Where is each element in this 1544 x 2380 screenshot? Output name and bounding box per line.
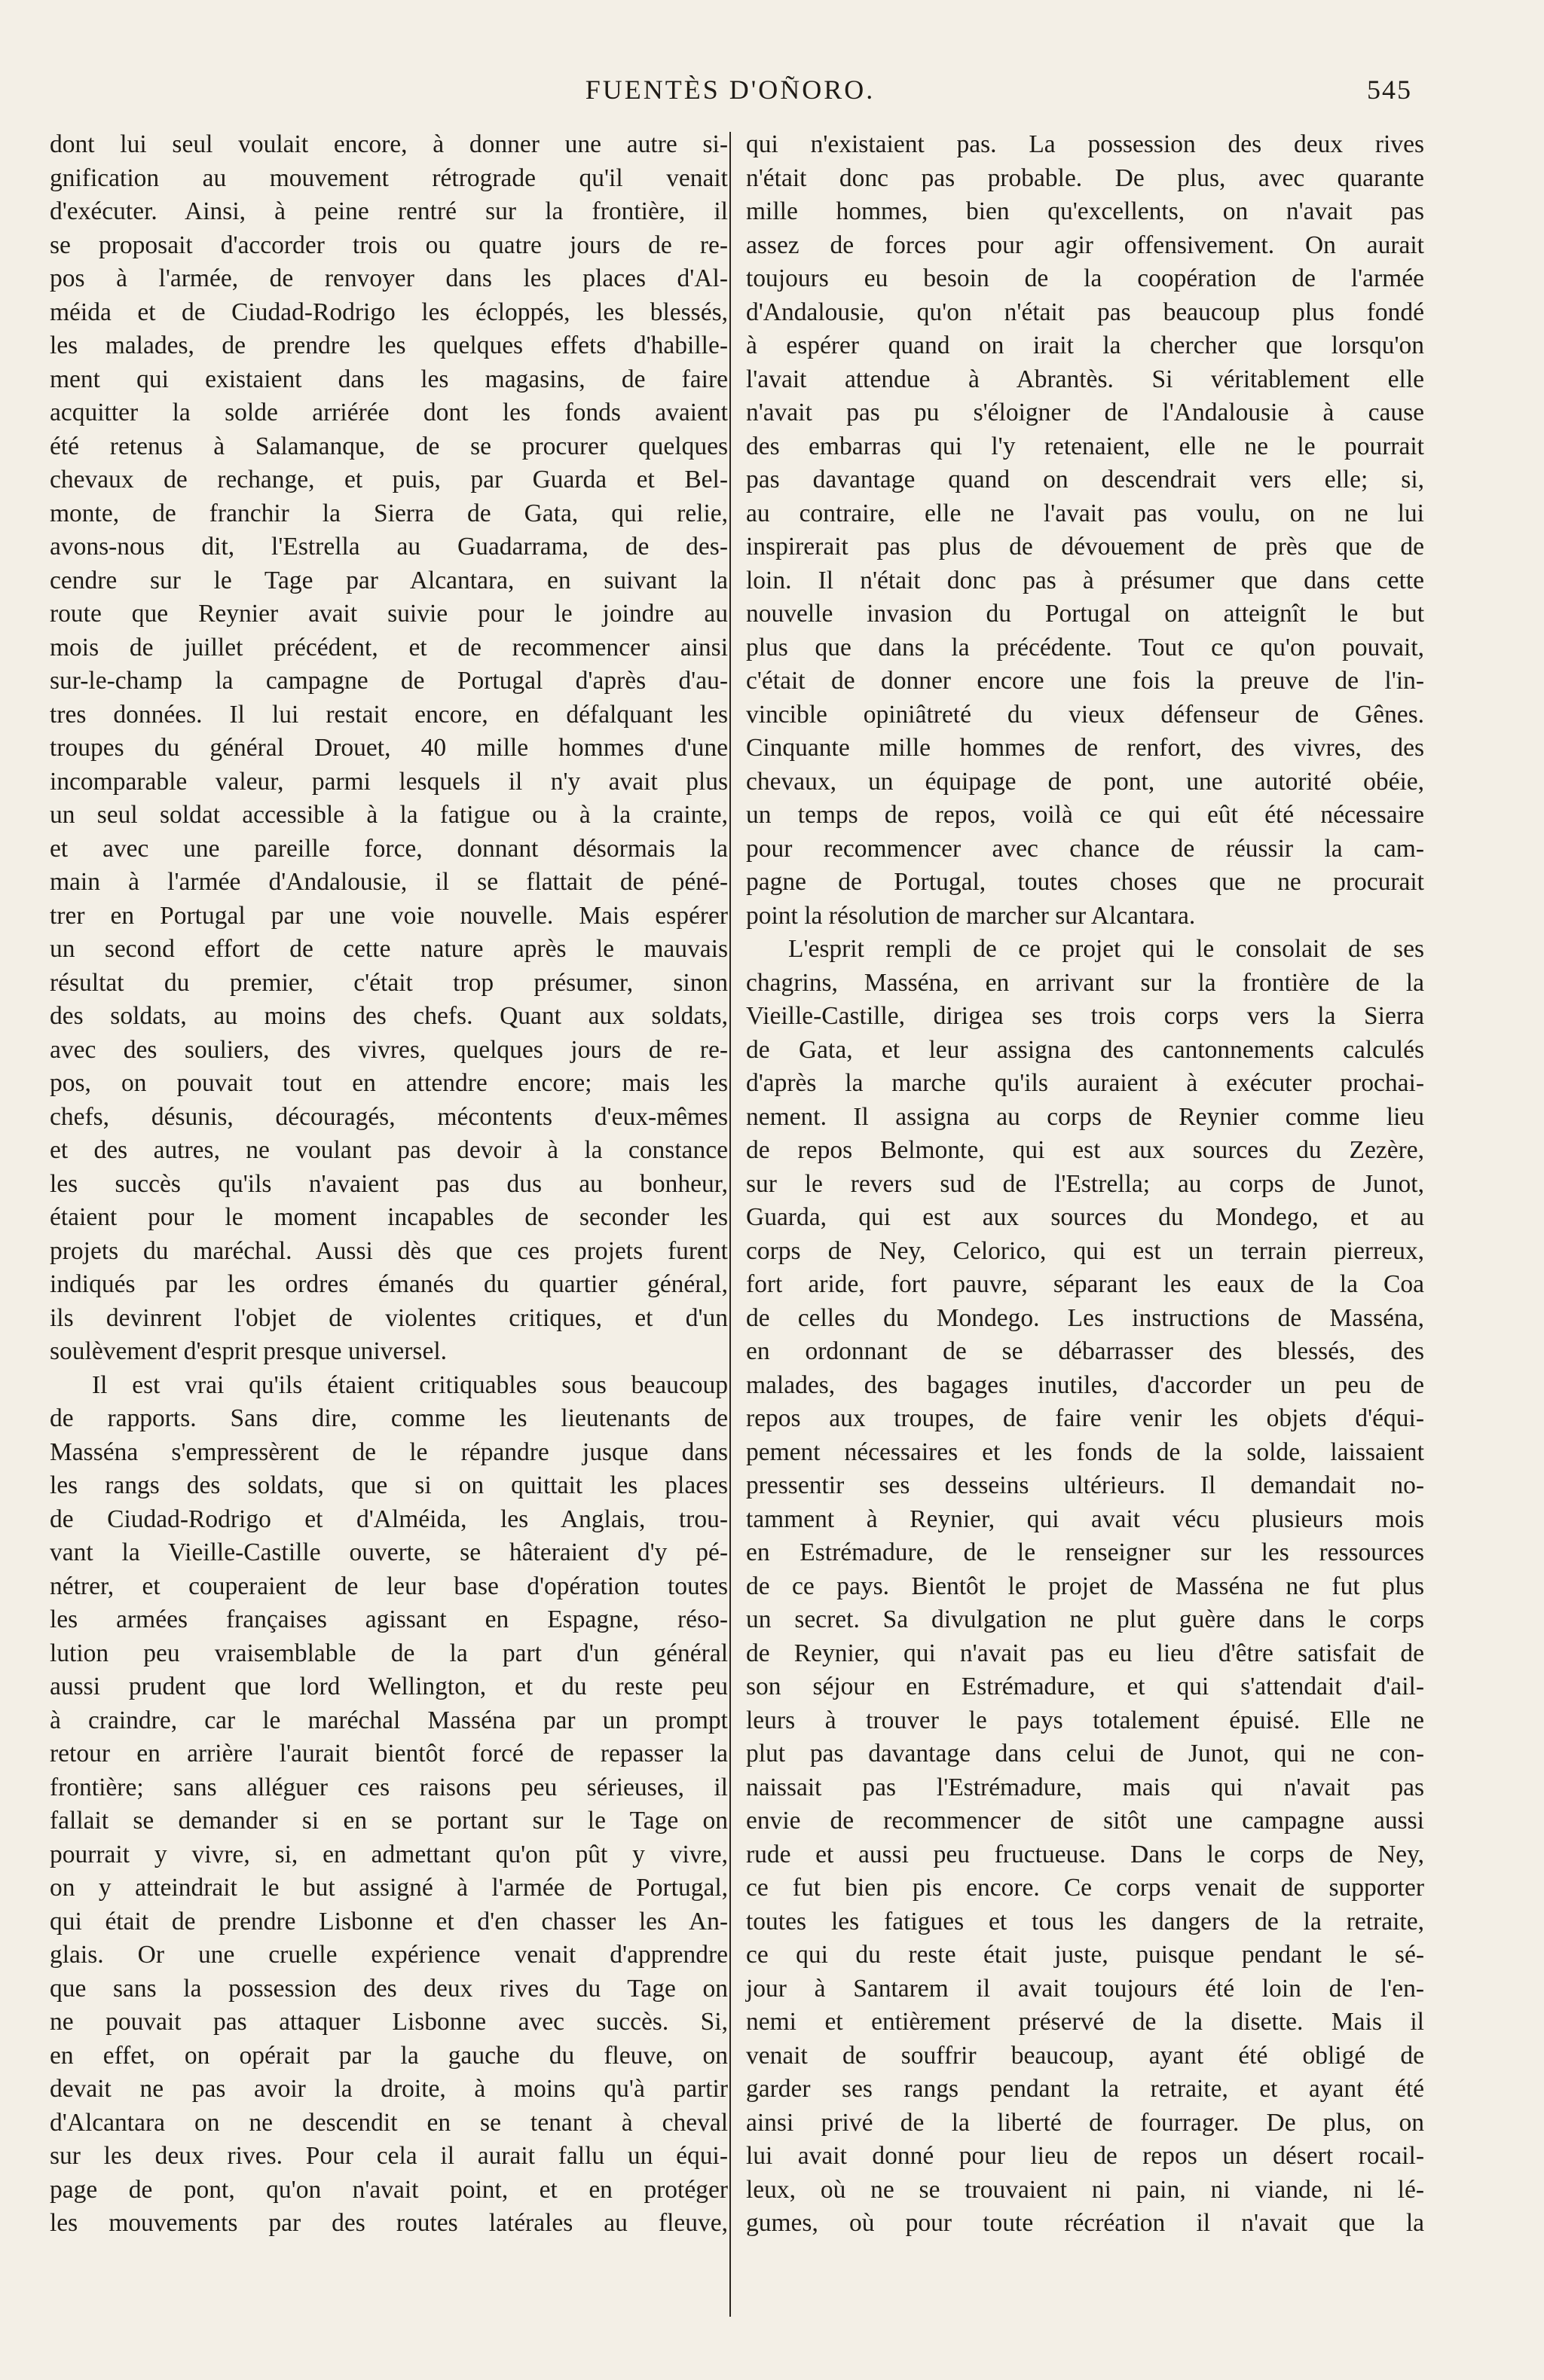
text-line: garder ses rangs pendant la retraite, et ayant été bbox=[746, 2075, 1424, 2103]
text-line: que sans la possession des deux rives du Tage on bbox=[50, 1974, 728, 2003]
text-line: frontière; sans alléguer ces raisons peu sérieuses, il bbox=[50, 1773, 728, 1801]
text-line: en effet, on opérait par la gauche du fleuve, on bbox=[50, 2041, 728, 2070]
text-line: avons-nous dit, l'Estrella au Guadarrama, de des- bbox=[50, 533, 728, 561]
page-header bbox=[48, 74, 1412, 110]
text-line: résultat du premier, c'était trop présumer, sinon bbox=[50, 968, 728, 997]
text-line: dont lui seul voulait encore, à donner une autre si- bbox=[50, 130, 728, 158]
text-line: qui était de prendre Lisbonne et d'en chasser les An- bbox=[50, 1907, 728, 1935]
text-line: les rangs des soldats, que si on quittait les places bbox=[50, 1471, 728, 1499]
text-line: ce fut bien pis encore. Ce corps venait de supporter bbox=[746, 1874, 1424, 1902]
column-divider bbox=[729, 132, 731, 2317]
text-line: de Ciudad-Rodrigo et d'Alméida, les Anglais, trou- bbox=[50, 1505, 728, 1533]
text-line: n'était donc pas probable. De plus, avec quarante bbox=[746, 163, 1424, 192]
text-line: chagrins, Masséna, en arrivant sur la frontière de la bbox=[746, 968, 1424, 997]
text-line: devait ne pas avoir la droite, à moins qu'à partir bbox=[50, 2075, 728, 2103]
text-line: sur le revers sud de l'Estrella; au corps de Junot, bbox=[746, 1169, 1424, 1198]
text-line: et avec une pareille force, donnant désormais la bbox=[50, 834, 728, 863]
text-line: troupes du général Drouet, 40 mille hommes d'une bbox=[50, 734, 728, 762]
text-line: indiqués par les ordres émanés du quartier général, bbox=[50, 1270, 728, 1298]
text-line: n'avait pas pu s'éloigner de l'Andalousie à cause bbox=[746, 399, 1424, 426]
text-line: pement nécessaires et les fonds de la solde, laissaient bbox=[746, 1437, 1424, 1466]
text-line: d'exécuter. Ainsi, à peine rentré sur la frontière, il bbox=[50, 197, 728, 225]
text-line: des soldats, au moins des chefs. Quant aux soldats, bbox=[50, 1002, 728, 1030]
text-line: fallait se demander si en se portant sur le Tage on bbox=[50, 1807, 728, 1835]
text-line: lui avait donné pour lieu de repos un désert rocail- bbox=[746, 2142, 1424, 2170]
text-line: été retenus à Salamanque, de se procurer quelques bbox=[50, 432, 728, 460]
text-line: ment qui existaient dans les magasins, de faire bbox=[50, 365, 728, 393]
text-line: pressentir ses desseins ultérieurs. Il demandait no- bbox=[746, 1471, 1424, 1499]
text-line: avec des souliers, des vivres, quelques jours de re- bbox=[50, 1035, 728, 1064]
text-line: vant la Vieille-Castille ouverte, se hâteraient d'y pé- bbox=[50, 1538, 728, 1566]
text-line: tamment à Reynier, qui avait vécu plusieurs mois bbox=[746, 1505, 1424, 1533]
text-line: chefs, désunis, découragés, mécontents d'eux-mêmes bbox=[50, 1102, 728, 1131]
text-line: étaient pour le moment incapables de seconder les bbox=[50, 1203, 728, 1231]
text-line: leurs à trouver le pays totalement épuisé. Elle ne bbox=[746, 1706, 1424, 1734]
text-line: plus que dans la précédente. Tout ce qu'on pouvait, bbox=[746, 633, 1424, 661]
text-line: chevaux de rechange, et puis, par Guarda et Bel- bbox=[50, 466, 728, 493]
text-line: tres données. Il lui restait encore, en défalquant les bbox=[50, 700, 728, 729]
text-line: les mouvements par des routes latérales au fleuve, bbox=[50, 2209, 728, 2237]
text-line: ce qui du reste était juste, puisque pendant le sé- bbox=[746, 1941, 1424, 1969]
text-line: vincible opiniâtreté du vieux défenseur de Gênes. bbox=[746, 700, 1424, 729]
text-line: les malades, de prendre les quelques effets d'habille- bbox=[50, 331, 728, 359]
left-text-column bbox=[50, 128, 728, 2241]
text-line: sur-le-champ la campagne de Portugal d'après d'au- bbox=[50, 667, 728, 695]
text-line: de rapports. Sans dire, comme les lieutenants de bbox=[50, 1404, 728, 1432]
text-line: Guarda, qui est aux sources du Mondego, et au bbox=[746, 1203, 1424, 1231]
text-line: gnification au mouvement rétrograde qu'il venait bbox=[50, 163, 728, 192]
text-line: les succès qu'ils n'avaient pas dus au bonheur, bbox=[50, 1169, 728, 1198]
text-line: mille hommes, bien qu'excellents, on n'avait pas bbox=[746, 197, 1424, 225]
text-line: Masséna s'empressèrent de le répandre jusque dans bbox=[50, 1437, 728, 1466]
text-line: de celles du Mondego. Les instructions de Masséna, bbox=[746, 1303, 1424, 1332]
text-line: de ce pays. Bientôt le projet de Masséna ne fut plus bbox=[746, 1572, 1424, 1600]
text-line: d'Andalousie, qu'on n'était pas beaucoup plus fondé bbox=[746, 298, 1424, 326]
text-line: l'avait attendue à Abrantès. Si véritablement elle bbox=[746, 365, 1424, 393]
text-line: de repos Belmonte, qui est aux sources du Zezère, bbox=[746, 1136, 1424, 1164]
text-line: inspirerait pas plus de dévouement de près que de bbox=[746, 533, 1424, 561]
text-line: nement. Il assigna au corps de Reynier comme lieu bbox=[746, 1102, 1424, 1131]
text-line: au contraire, elle ne l'avait pas voulu, on ne lui bbox=[746, 499, 1424, 527]
page-number: 545 bbox=[1367, 75, 1412, 105]
text-line: sur les deux rives. Pour cela il aurait fallu un équi- bbox=[50, 2142, 728, 2170]
text-line: ainsi privé de la liberté de fourrager. De plus, on bbox=[746, 2108, 1424, 2137]
text-line: aussi prudent que lord Wellington, et du reste peu bbox=[50, 1673, 728, 1700]
text-line: et des autres, ne voulant pas devoir à la constance bbox=[50, 1136, 728, 1164]
text-line: repos aux troupes, de faire venir les objets d'équi- bbox=[746, 1404, 1424, 1432]
text-line: point la résolution de marcher sur Alcantara. bbox=[746, 901, 1196, 930]
text-line: à craindre, car le maréchal Masséna par un prompt bbox=[50, 1706, 728, 1734]
text-line: trer en Portugal par une voie nouvelle. Mais espérer bbox=[50, 901, 728, 930]
text-line: un second effort de cette nature après le mauvais bbox=[50, 935, 728, 963]
text-line: un secret. Sa divulgation ne plut guère dans le corps bbox=[746, 1606, 1424, 1633]
text-line: retour en arrière l'aurait bientôt forcé de repasser la bbox=[50, 1740, 728, 1767]
text-line: rude et aussi peu fructueuse. Dans le corps de Ney, bbox=[746, 1840, 1424, 1868]
text-line: d'après la marche qu'ils auraient à exécuter prochai- bbox=[746, 1069, 1424, 1097]
text-line: incomparable valeur, parmi lesquels il n'y avait plus bbox=[50, 767, 728, 796]
text-line: se proposait d'accorder trois ou quatre jours de re- bbox=[50, 231, 728, 259]
text-line: loin. Il n'était donc pas à présumer que dans cette bbox=[746, 566, 1424, 594]
text-line: Il est vrai qu'ils étaient critiquables sous beaucoup bbox=[92, 1370, 728, 1399]
text-line: projets du maréchal. Aussi dès que ces projets furent bbox=[50, 1236, 728, 1265]
text-line: les armées françaises agissant en Espagne, réso- bbox=[50, 1606, 728, 1633]
text-line: lution peu vraisemblable de la part d'un général bbox=[50, 1639, 728, 1667]
text-line: toujours eu besoin de la coopération de l'armée bbox=[746, 264, 1424, 292]
text-line: d'Alcantara on ne descendit en se tenant à cheval bbox=[50, 2108, 728, 2137]
text-line: envie de recommencer de sitôt une campagne aussi bbox=[746, 1807, 1424, 1835]
text-line: naissait pas l'Estrémadure, mais qui n'avait pas bbox=[746, 1773, 1424, 1801]
text-line: des embarras qui l'y retenaient, elle ne le pourrait bbox=[746, 432, 1424, 460]
text-line: corps de Ney, Celorico, qui est un terrain pierreux, bbox=[746, 1236, 1424, 1265]
text-line: assez de forces pour agir offensivement. On aurait bbox=[746, 231, 1424, 259]
text-line: méida et de Ciudad-Rodrigo les écloppés, les blessés, bbox=[50, 298, 728, 326]
text-line: pagne de Portugal, toutes choses que ne procurait bbox=[746, 868, 1424, 896]
text-line: pos, on pouvait tout en attendre encore; mais les bbox=[50, 1069, 728, 1097]
text-line: son séjour en Estrémadure, et qui s'attendait d'ail- bbox=[746, 1673, 1424, 1700]
text-line: pour recommencer avec chance de réussir la cam- bbox=[746, 834, 1424, 863]
text-line: leux, où ne se trouvaient ni pain, ni viande, ni lé- bbox=[746, 2175, 1424, 2204]
text-line: mois de juillet précédent, et de recommencer ainsi bbox=[50, 633, 728, 661]
text-line: de Reynier, qui n'avait pas eu lieu d'être satisfait de bbox=[746, 1639, 1424, 1667]
text-line: gumes, où pour toute récréation il n'avait que la bbox=[746, 2209, 1424, 2237]
text-line: à espérer quand on irait la chercher que lorsqu'on bbox=[746, 331, 1424, 359]
text-line: on y atteindrait le but assigné à l'armée de Portugal, bbox=[50, 1874, 728, 1902]
text-line: jour à Santarem il avait toujours été loin de l'en- bbox=[746, 1974, 1424, 2003]
text-line: route que Reynier avait suivie pour le joindre au bbox=[50, 600, 728, 628]
text-line: main à l'armée d'Andalousie, il se flattait de péné- bbox=[50, 868, 728, 896]
text-line: pourrait y vivre, si, en admettant qu'on pût y vivre, bbox=[50, 1840, 728, 1868]
right-text-column bbox=[746, 128, 1424, 2241]
running-title: FUENTÈS D'OÑORO. bbox=[585, 75, 876, 105]
text-line: glais. Or une cruelle expérience venait d'apprendre bbox=[50, 1941, 728, 1969]
text-line: malades, des bagages inutiles, d'accorder un peu de bbox=[746, 1370, 1424, 1399]
text-line: qui n'existaient pas. La possession des deux rives bbox=[746, 130, 1424, 158]
text-line: page de pont, qu'on n'avait point, et en protéger bbox=[50, 2175, 728, 2204]
text-line: chevaux, un équipage de pont, une autorité obéie, bbox=[746, 767, 1424, 796]
text-line: un temps de repos, voilà ce qui eût été nécessaire bbox=[746, 801, 1424, 829]
text-line: L'esprit rempli de ce projet qui le consolait de ses bbox=[788, 935, 1424, 963]
text-line: ils devinrent l'objet de violentes critiques, et d'un bbox=[50, 1303, 728, 1332]
text-line: monte, de franchir la Sierra de Gata, qui relie, bbox=[50, 499, 728, 527]
text-line: acquitter la solde arriérée dont les fonds avaient bbox=[50, 399, 728, 426]
text-line: soulèvement d'esprit presque universel. bbox=[50, 1337, 448, 1365]
text-line: en Estrémadure, de le renseigner sur les ressources bbox=[746, 1538, 1424, 1566]
text-line: nétrer, et couperaient de leur base d'opération toutes bbox=[50, 1572, 728, 1600]
text-line: ne pouvait pas attaquer Lisbonne avec succès. Si, bbox=[50, 2008, 728, 2036]
text-line: pas davantage quand on descendrait vers elle; si, bbox=[746, 466, 1424, 493]
text-line: pos à l'armée, de renvoyer dans les places d'Al- bbox=[50, 264, 728, 292]
text-line: toutes les fatigues et tous les dangers de la retraite, bbox=[746, 1907, 1424, 1935]
text-line: cendre sur le Tage par Alcantara, en suivant la bbox=[50, 566, 728, 594]
text-line: nemi et entièrement préservé de la disette. Mais il bbox=[746, 2008, 1424, 2036]
text-line: plut pas davantage dans celui de Junot, qui ne con- bbox=[746, 1740, 1424, 1767]
text-line: venait de souffrir beaucoup, ayant été obligé de bbox=[746, 2041, 1424, 2070]
text-line: en ordonnant de se débarrasser des blessés, des bbox=[746, 1337, 1424, 1365]
text-line: de Gata, et leur assigna des cantonnements calculés bbox=[746, 1035, 1424, 1064]
text-line: Cinquante mille hommes de renfort, des vivres, des bbox=[746, 734, 1424, 762]
text-line: nouvelle invasion du Portugal on atteignît le but bbox=[746, 600, 1424, 628]
text-line: un seul soldat accessible à la fatigue ou à la crainte, bbox=[50, 801, 728, 829]
text-line: c'était de donner encore une fois la preuve de l'in- bbox=[746, 667, 1424, 695]
text-line: fort aride, fort pauvre, séparant les eaux de la Coa bbox=[746, 1270, 1424, 1298]
text-line: Vieille-Castille, dirigea ses trois corps vers la Sierra bbox=[746, 1002, 1424, 1030]
